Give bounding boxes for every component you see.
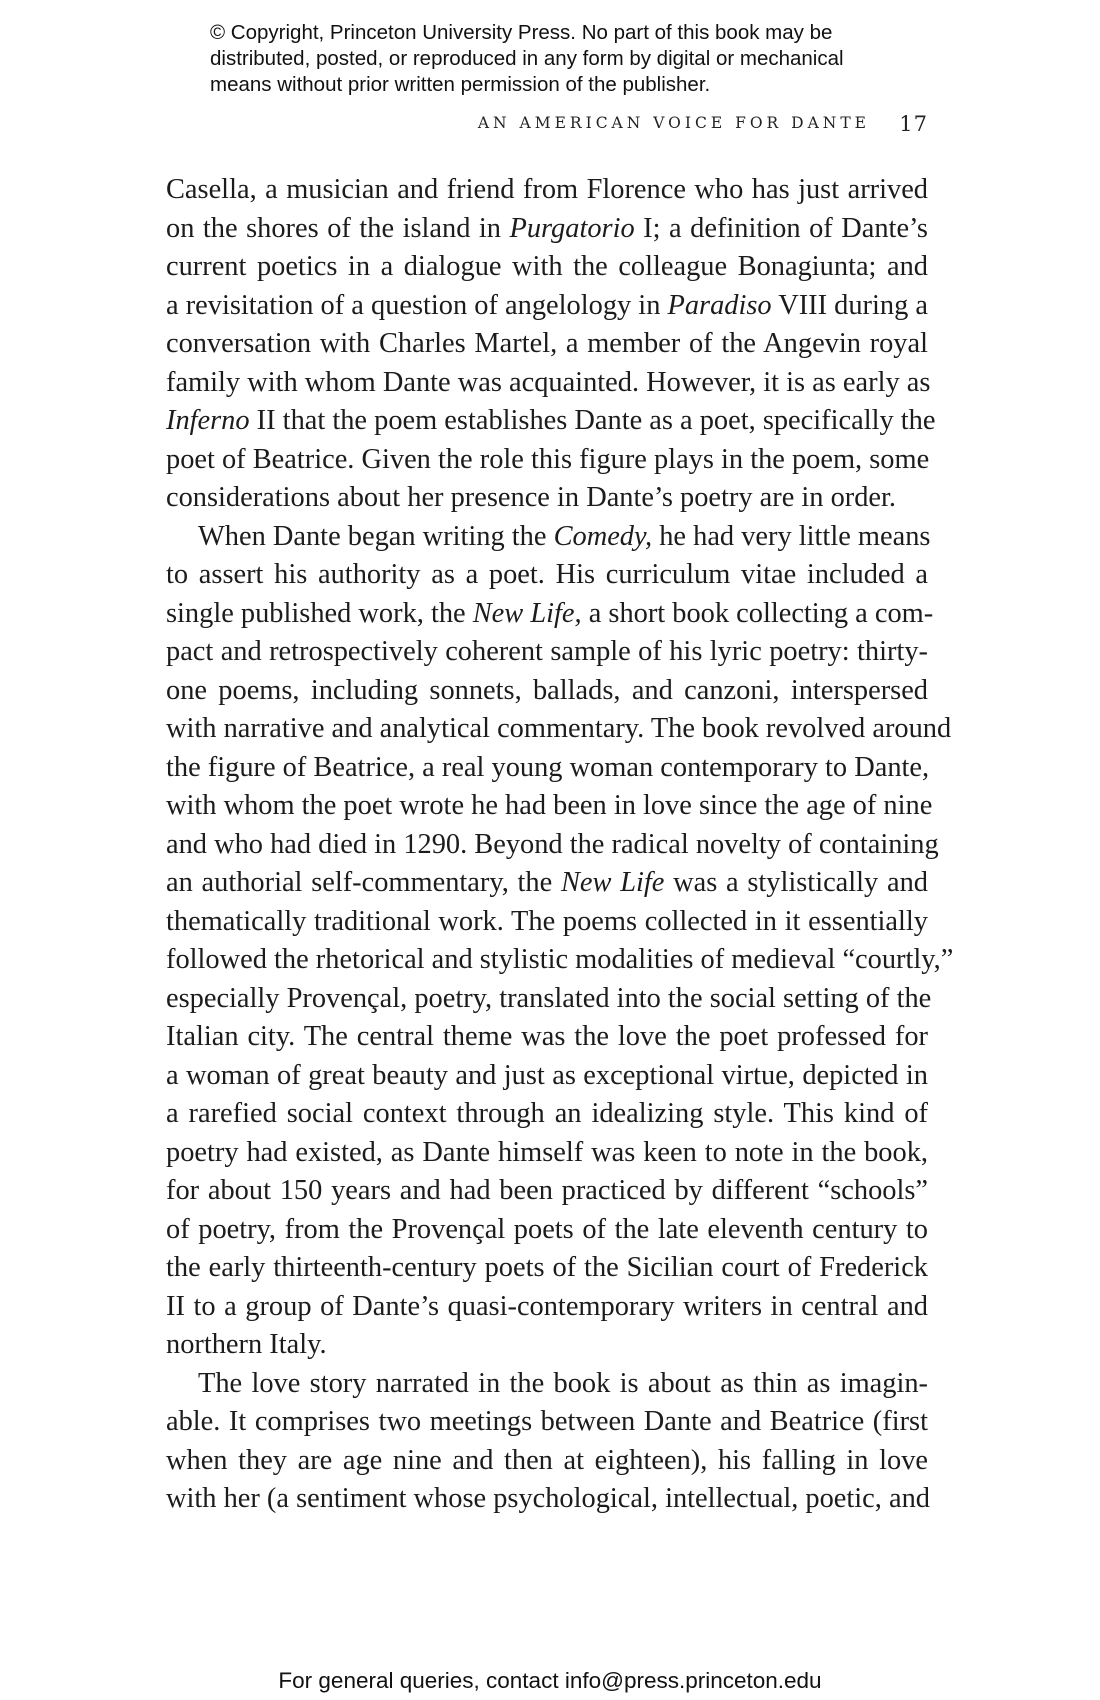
text-line: Inferno II that the poem establishes Dante as a poet, specifically the — [166, 405, 936, 436]
text-line: followed the rhetorical and stylistic modalities of medieval “courtly,” — [166, 944, 954, 975]
text-line: of poetry, from the Provençal poets of the late eleventh century to — [166, 1213, 928, 1245]
text-line: current poetics in a dialogue with the colleague Bonagiunta; and — [166, 251, 928, 282]
text-line: The love story narrated in the book is about as thin as imagin- — [198, 1367, 928, 1399]
text-line: with narrative and analytical commentary. The book revolved around — [166, 713, 952, 744]
copyright-line: means without prior written permission of the publisher. — [210, 73, 711, 96]
copyright-notice — [210, 20, 910, 98]
text-line: thematically traditional work. The poems collected in it essentially — [166, 905, 928, 937]
text-line: pact and retrospectively coherent sample of his lyric poetry: thirty- — [166, 636, 928, 667]
text-line: II to a group of Dante’s quasi-contemporary writers in central and — [166, 1290, 928, 1322]
text-line: northern Italy. — [166, 1329, 327, 1360]
running-head-title: AN AMERICAN VOICE FOR DANTE — [477, 114, 870, 132]
footer-contact: For general queries, contact info@press.princeton.edu — [278, 1668, 822, 1693]
running-head — [166, 112, 928, 138]
text-line: when they are age nine and then at eighteen), his falling in love — [166, 1444, 928, 1476]
text-line: conversation with Charles Martel, a member of the Angevin royal — [166, 328, 928, 359]
text-line: a woman of great beauty and just as exceptional virtue, depicted in — [166, 1059, 928, 1091]
page-number: 17 — [899, 112, 928, 136]
text-line: a rarefied social context through an idealizing style. This kind of — [166, 1098, 928, 1129]
text-line: for about 150 years and had been practiced by different “schools” — [166, 1175, 928, 1206]
text-line: one poems, including sonnets, ballads, and canzoni, interspersed — [166, 674, 928, 706]
text-line: with her (a sentiment whose psychological, intellectual, poetic, and — [166, 1483, 930, 1514]
copyright-line: distributed, posted, or reproduced in any form by digital or mechanical — [210, 47, 844, 70]
copyright-line: © Copyright, Princeton University Press. No part of this book may be — [210, 21, 833, 44]
text-line: able. It comprises two meetings between Dante and Beatrice (first — [166, 1406, 928, 1437]
text-line: an authorial self-commentary, the New Life was a stylistically and — [166, 867, 928, 898]
text-line: on the shores of the island in Purgatorio I; a definition of Dante’s — [166, 212, 928, 244]
text-line: to assert his authority as a poet. His curriculum vitae included a — [166, 559, 928, 590]
text-line: the early thirteenth-century poets of the Sicilian court of Frederick — [166, 1252, 928, 1283]
text-line: When Dante began writing the Comedy, he had very little means — [198, 520, 931, 552]
text-line: poetry had existed, as Dante himself was keen to note in the book, — [166, 1136, 928, 1168]
text-line: poet of Beatrice. Given the role this figure plays in the poem, some — [166, 443, 930, 475]
text-line: family with whom Dante was acquainted. However, it is as early as — [166, 366, 931, 398]
text-line: a revisitation of a question of angelology in Paradiso VIII during a — [166, 289, 928, 321]
text-line: with whom the poet wrote he had been in love since the age of nine — [166, 790, 933, 821]
body-text — [166, 171, 954, 1519]
text-line: single published work, the New Life, a short book collecting a com- — [166, 597, 934, 629]
text-line: the figure of Beatrice, a real young woman contemporary to Dante, — [166, 751, 930, 783]
text-line: Italian city. The central theme was the love the poet professed for — [166, 1021, 928, 1052]
text-line: Casella, a musician and friend from Florence who has just arrived — [166, 174, 928, 205]
text-line: considerations about her presence in Dante’s poetry are in order. — [166, 482, 897, 513]
text-line: especially Provençal, poetry, translated into the social setting of the — [166, 982, 932, 1014]
text-line: and who had died in 1290. Beyond the radical novelty of containing — [166, 828, 939, 860]
